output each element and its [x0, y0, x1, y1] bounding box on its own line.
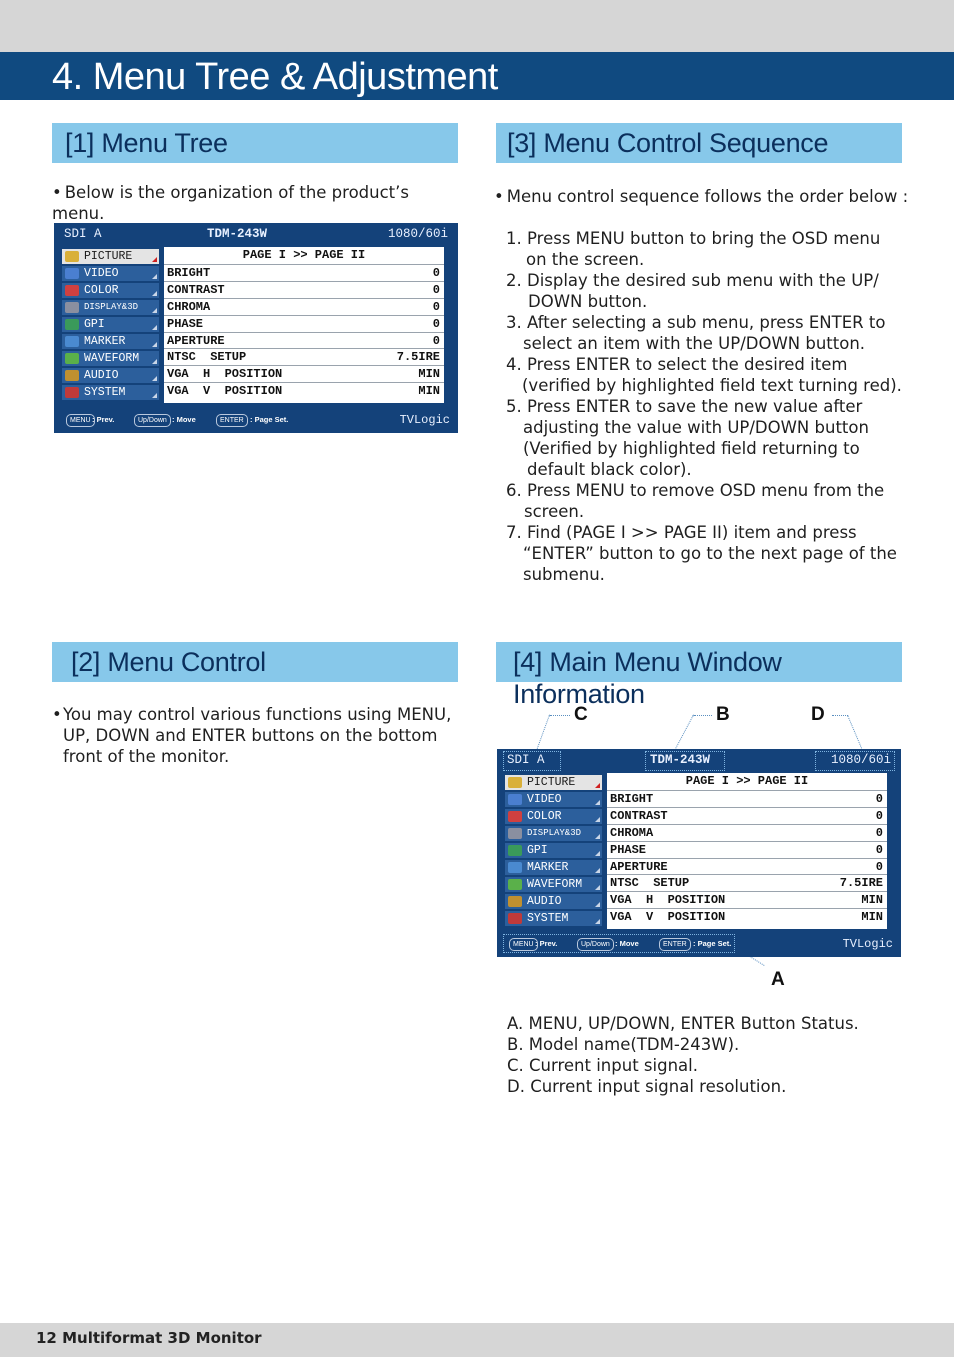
osd-menu-item-label: MARKER [84, 335, 126, 348]
osd-setting-row [607, 891, 887, 908]
menu-control-text [52, 704, 462, 767]
osd-button-status-bar [505, 937, 895, 951]
section-header-menu-control [52, 642, 458, 682]
menu-category-icon [508, 862, 522, 873]
submenu-arrow-icon [595, 834, 600, 839]
menu-key-label: : Prev. [92, 415, 115, 424]
osd-setting-name: PHASE [610, 842, 647, 857]
enter-key-label: : Page Set. [250, 415, 289, 424]
osd-setting-value: MIN [418, 384, 440, 399]
osd-settings-panel [607, 773, 887, 929]
osd-setting-row [164, 298, 444, 315]
submenu-arrow-icon [595, 902, 600, 907]
osd-setting-value: 0 [432, 299, 440, 314]
updown-key-icon: Up/Down [577, 938, 614, 951]
menu-category-icon [508, 845, 522, 856]
menu-key-icon: MENU [66, 414, 95, 427]
menu-control-body: You may control various functions using MENU, UP, DOWN and ENTER buttons on the bottom front of the monitor. [63, 705, 452, 766]
osd-menu-item [505, 843, 602, 858]
menu-category-icon [65, 387, 79, 398]
osd-setting-name: APERTURE [167, 333, 225, 348]
step-2: 2. Display the desired sub menu with the UP/ DOWN button. [506, 271, 879, 311]
osd-input-signal: SDI A [507, 753, 545, 767]
menu-category-icon [508, 913, 522, 924]
menu-category-icon [65, 268, 79, 279]
submenu-arrow-icon [595, 851, 600, 856]
step-3: 3. After selecting a sub menu, press ENTER to select an item with the UP/DOWN button. [506, 313, 886, 353]
leader-b [674, 715, 694, 751]
callout-d: D [811, 704, 825, 725]
callout-box-b [645, 751, 725, 771]
osd-menu-item-label: PICTURE [527, 776, 576, 789]
osd-setting-row [164, 348, 444, 365]
updown-key-icon: Up/Down [134, 414, 171, 427]
menu-category-icon [65, 336, 79, 347]
osd-brand-logo: TVLogic [399, 413, 450, 427]
leader-d [847, 715, 862, 749]
menu-category-icon [65, 302, 79, 313]
osd-setting-name: CONTRAST [167, 282, 225, 297]
osd-menu-item [505, 809, 602, 824]
osd-setting-name: NTSC SETUP [167, 350, 247, 365]
enter-key-icon: ENTER [659, 938, 691, 951]
osd-setting-name: CHROMA [167, 299, 211, 314]
step-1: 1. Press MENU button to bring the OSD menu on the screen. [506, 229, 881, 269]
osd-setting-value: 0 [875, 808, 883, 823]
submenu-arrow-icon [152, 393, 157, 398]
osd-setting-name: PHASE [167, 316, 204, 331]
osd-setting-name: CONTRAST [610, 808, 668, 823]
osd-menu-item [62, 300, 159, 315]
osd-menu-item-label: AUDIO [84, 369, 119, 382]
osd-setting-value: 0 [432, 316, 440, 331]
submenu-arrow-icon [152, 325, 157, 330]
menu-category-icon [508, 794, 522, 805]
osd-menu-item-label: VIDEO [527, 793, 562, 806]
osd-setting-row [607, 858, 887, 875]
osd-setting-row [164, 264, 444, 281]
osd-menu-item [505, 826, 602, 841]
footer-bar [0, 1323, 954, 1357]
submenu-arrow-icon [595, 919, 600, 924]
menu-category-icon [65, 353, 79, 364]
menu-category-icon [65, 370, 79, 381]
osd-input-signal: SDI A [64, 227, 102, 241]
submenu-arrow-icon [152, 376, 157, 381]
osd-menu-item-label: WAVEFORM [84, 352, 140, 365]
osd-setting-name: CHROMA [610, 825, 654, 840]
osd-setting-row [164, 365, 444, 382]
osd-menu-item [62, 317, 159, 332]
osd-menu-item-label: SYSTEM [527, 912, 569, 925]
osd-menu-item-label: WAVEFORM [527, 878, 583, 891]
osd-menu-item [62, 368, 159, 383]
osd-model-name: TDM-243W [650, 753, 711, 767]
leader-b-h [694, 715, 712, 716]
osd-setting-name: VGA H POSITION [167, 367, 283, 382]
osd-setting-name: VGA H POSITION [610, 893, 726, 908]
osd-setting-row [164, 281, 444, 298]
osd-setting-value: 0 [432, 333, 440, 348]
section-title: [2] Menu Control [71, 647, 266, 677]
osd-setting-value: MIN [861, 910, 883, 925]
legend-d: D. Current input signal resolution. [507, 1077, 787, 1096]
osd-brand-logo: TVLogic [842, 937, 893, 951]
osd-menu-item-label: GPI [84, 318, 105, 331]
step-7: 7. Find (PAGE I >> PAGE II) item and press “ENTER” button to go to the next page of the submenu. [506, 523, 897, 584]
osd-setting-value: 0 [875, 825, 883, 840]
submenu-arrow-icon [152, 359, 157, 364]
leader-c [536, 715, 550, 751]
submenu-arrow-icon [152, 257, 157, 262]
osd-page-title: PAGE I >> PAGE II [242, 248, 366, 262]
legend-a: A. MENU, UP/DOWN, ENTER Button Status. [507, 1014, 859, 1033]
osd-menu-item-label: COLOR [84, 284, 119, 297]
section-title: [1] Menu Tree [65, 128, 228, 158]
menu-category-icon [508, 777, 522, 788]
legend-c: C. Current input signal. [507, 1056, 698, 1075]
osd-setting-row [607, 824, 887, 841]
osd-setting-value: 0 [875, 842, 883, 857]
osd-menu-item-label: AUDIO [527, 895, 562, 908]
submenu-arrow-icon [595, 800, 600, 805]
osd-menu-item [62, 385, 159, 400]
page-title: 4. Menu Tree & Adjustment [52, 56, 498, 98]
osd-screenshot-2 [497, 749, 901, 957]
leader-c-h [550, 715, 570, 716]
osd-model-name: TDM-243W [207, 227, 268, 241]
updown-key-label: : Move [615, 939, 639, 948]
osd-menu-item [62, 266, 159, 281]
enter-key-label: : Page Set. [693, 939, 732, 948]
osd-menu-item [505, 894, 602, 909]
osd-setting-name: VGA V POSITION [167, 384, 283, 399]
osd-setting-value: 0 [875, 859, 883, 874]
osd-setting-row [607, 908, 887, 925]
osd-menu-item [62, 249, 159, 264]
window-info-legend [507, 1013, 859, 1097]
sequence-intro: • Menu control sequence follows the order below : [494, 186, 914, 207]
submenu-arrow-icon [152, 274, 157, 279]
top-margin-bar [0, 0, 954, 52]
menu-category-icon [508, 811, 522, 822]
osd-setting-row [607, 874, 887, 891]
osd-menu-sidebar [62, 249, 159, 402]
osd-settings-panel [164, 247, 444, 403]
step-4: 4. Press ENTER to select the desired item (verified by highlighted field text turning red). [506, 355, 902, 395]
osd-menu-item [505, 911, 602, 926]
osd-menu-item [505, 860, 602, 875]
submenu-arrow-icon [152, 342, 157, 347]
menu-tree-text: • Below is the organization of the product’s menu. [52, 182, 452, 224]
updown-key-label: : Move [172, 415, 196, 424]
section-header-control-sequence [496, 123, 902, 163]
menu-category-icon [65, 251, 79, 262]
osd-setting-name: BRIGHT [167, 266, 211, 280]
submenu-arrow-icon [595, 783, 600, 788]
legend-b: B. Model name(TDM-243W). [507, 1035, 740, 1054]
section-title: [4] Main Menu Window Information [513, 647, 782, 709]
osd-setting-name: VGA V POSITION [610, 910, 726, 925]
submenu-arrow-icon [595, 817, 600, 822]
callout-a: A [771, 969, 785, 990]
osd-setting-row [164, 382, 444, 399]
osd-menu-item [62, 334, 159, 349]
submenu-arrow-icon [595, 868, 600, 873]
osd-menu-item-label: COLOR [527, 810, 562, 823]
osd-setting-value: 0 [432, 266, 440, 280]
osd-setting-row [607, 807, 887, 824]
callout-box-c [503, 751, 561, 771]
submenu-arrow-icon [152, 308, 157, 313]
leader-d-h [832, 715, 848, 716]
menu-key-icon: MENU [509, 938, 538, 951]
osd-setting-name: NTSC SETUP [610, 876, 690, 891]
step-6: 6. Press MENU to remove OSD menu from the screen. [506, 481, 885, 521]
submenu-arrow-icon [152, 291, 157, 296]
osd-setting-row [164, 315, 444, 332]
osd-setting-value: MIN [418, 367, 440, 382]
osd-resolution: 1080/60i [830, 753, 891, 767]
submenu-arrow-icon [595, 885, 600, 890]
osd-setting-value: 7.5IRE [396, 350, 440, 365]
osd-menu-item-label: DISPLAY&3D [527, 828, 582, 838]
osd-menu-item-label: GPI [527, 844, 548, 857]
title-bar [0, 52, 954, 100]
osd-setting-row [164, 332, 444, 349]
menu-category-icon [508, 896, 522, 907]
osd-setting-name: APERTURE [610, 859, 668, 874]
osd-setting-value: 0 [875, 792, 883, 806]
osd-menu-item-label: PICTURE [84, 250, 133, 263]
osd-setting-value: 0 [432, 282, 440, 297]
callout-c: C [574, 704, 588, 725]
osd-menu-item-label: VIDEO [84, 267, 119, 280]
menu-category-icon [508, 828, 522, 839]
osd-menu-item [505, 792, 602, 807]
osd-setting-value: 7.5IRE [839, 876, 883, 891]
osd-page-title: PAGE I >> PAGE II [685, 774, 809, 788]
step-5: 5. Press ENTER to save the new value after adjusting the value with UP/DOWN button (Verified by highlighted field returning to default black color). [506, 397, 869, 479]
menu-category-icon [508, 879, 522, 890]
osd-menu-item [62, 351, 159, 366]
osd-menu-item-label: SYSTEM [84, 386, 126, 399]
osd-menu-item [62, 283, 159, 298]
menu-key-label: : Prev. [535, 939, 558, 948]
section-header-menu-tree [52, 123, 458, 163]
osd-menu-item [505, 877, 602, 892]
osd-setting-row [607, 841, 887, 858]
osd-setting-value: MIN [861, 893, 883, 908]
osd-screenshot-1 [54, 223, 458, 433]
osd-menu-item-label: MARKER [527, 861, 569, 874]
osd-setting-row [607, 790, 887, 807]
osd-menu-item-label: DISPLAY&3D [84, 302, 139, 312]
osd-menu-item [505, 775, 602, 790]
bullet: • [52, 705, 62, 724]
section-header-main-window [496, 642, 902, 709]
osd-button-status-bar [62, 413, 452, 427]
menu-category-icon [65, 319, 79, 330]
page-footer: 12 Multiformat 3D Monitor [36, 1329, 262, 1347]
sequence-steps [506, 228, 916, 585]
osd-resolution: 1080/60i [387, 227, 448, 241]
callout-b: B [716, 704, 730, 725]
menu-category-icon [65, 285, 79, 296]
osd-menu-sidebar [505, 775, 602, 928]
osd-setting-name: BRIGHT [610, 792, 654, 806]
section-title: [3] Menu Control Sequence [507, 128, 829, 158]
callout-box-d [815, 751, 895, 771]
enter-key-icon: ENTER [216, 414, 248, 427]
